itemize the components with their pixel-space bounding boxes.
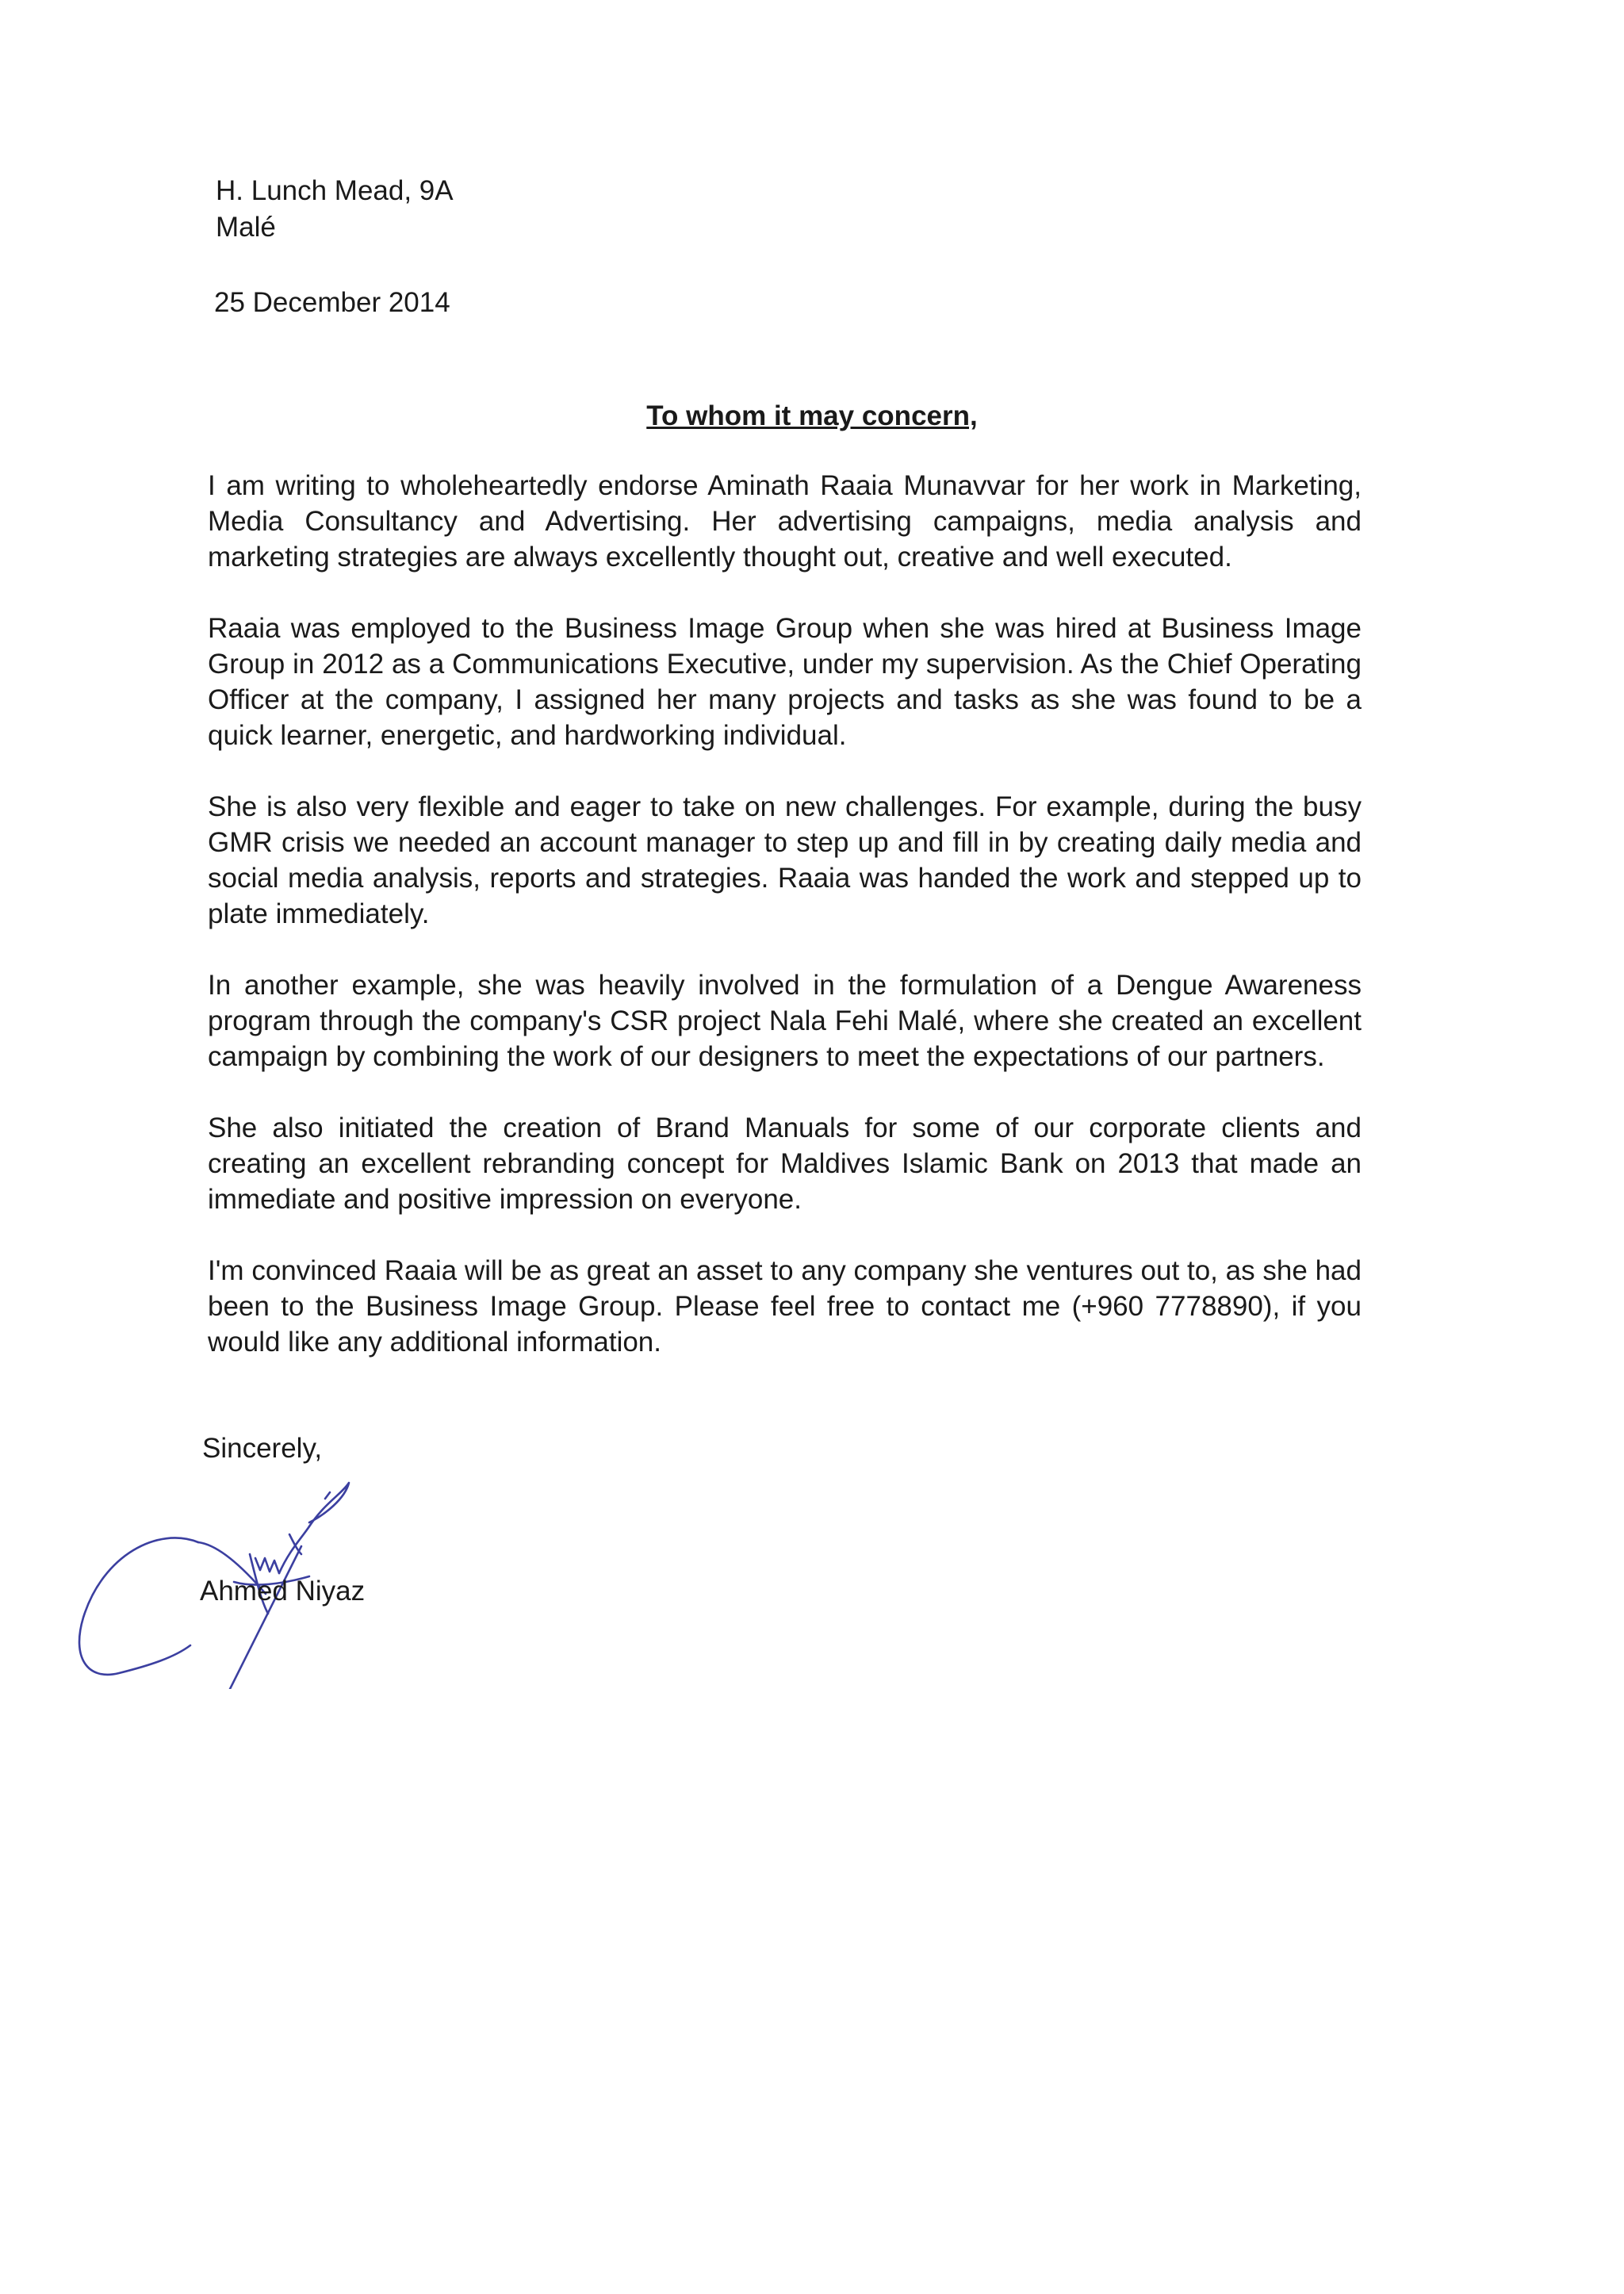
paragraph-4: In another example, she was heavily involved in the formulation of a Dengue Awareness program through the company's CSR project Nala Fehi Malé, where she created an excellent campaign by combining the work of our designers to meet the expectations of our partners. — [208, 970, 1362, 1072]
paragraph-5: She also initiated the creation of Brand Manuals for some of our corporate clients and creating an excellent rebranding concept for Maldives Islamic Bank on 2013 that made an immediate and positive impression on everyone. — [208, 1113, 1362, 1215]
closing-text: Sincerely, — [202, 1433, 323, 1464]
paragraph-2: Raaia was employed to the Business Image Group when she was hired at Business Image Group in 2012 as a Communications Executive, under my supervision. As the Chief Operating Officer at the company, I assigned her many projects and tasks as she was found to be a quick learner, energetic, and hardworking individual. — [208, 613, 1362, 751]
paragraph-6: I'm convinced Raaia will be as great an asset to any company she ventures out to, as she had been to the Business Image Group. Please feel free to contact me (+960 7778890), if you would like any additional information. — [208, 1255, 1362, 1358]
salutation-heading: To whom it may concern, — [646, 400, 978, 431]
sender-address — [216, 173, 454, 246]
handwritten-signature — [71, 1451, 412, 1689]
paragraph-1: I am writing to wholeheartedly endorse Aminath Raaia Munavvar for her work in Marketing, Media Consultancy and Advertising. Her advertising campaigns, media analysis and marketing strategies are always excellently thought out, creative and well executed. — [208, 470, 1362, 573]
signer-name: Ahmed Niyaz — [200, 1576, 366, 1607]
letter-date: 25 December 2014 — [214, 287, 450, 318]
paragraph-3: She is also very flexible and eager to take on new challenges. For example, during the busy GMR crisis we needed an account manager to step up and fill in by creating daily media and social media analysis, reports and strategies. Raaia was handed the work and stepped up to plate immediately. — [208, 791, 1362, 929]
address-line-1: H. Lunch Mead, 9A — [216, 175, 454, 206]
address-line-2: Malé — [216, 212, 276, 243]
letter-body — [208, 468, 1362, 1396]
